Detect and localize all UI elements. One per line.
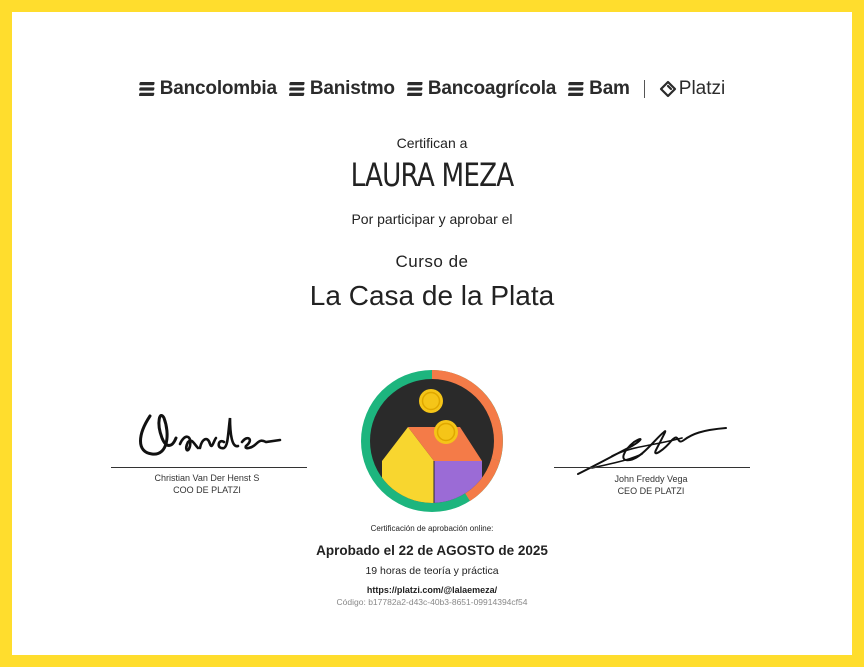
bam-logo	[568, 78, 630, 100]
bancoagricola-label: Bancoagrícola	[427, 78, 557, 99]
course-prefix: Curso de	[395, 252, 469, 271]
left-signer-role: COO DE PLATZI	[173, 485, 241, 495]
bancoagricola-logo	[407, 78, 556, 100]
right-signer	[551, 473, 751, 497]
certify-label: Certifican a	[396, 135, 468, 151]
logo-separator	[644, 80, 645, 98]
left-signature-icon	[128, 404, 288, 464]
banistmo-mark-icon	[289, 81, 307, 97]
bancolombia-label: Bancolombia	[159, 78, 277, 99]
platzi-mark-icon	[659, 80, 677, 98]
course-name: La Casa de la Plata	[309, 280, 555, 311]
bam-mark-icon	[568, 81, 586, 97]
profile-url-link[interactable]: https://platzi.com/@lalaemeza/	[366, 585, 498, 595]
banistmo-logo	[289, 78, 395, 100]
bancoagricola-mark-icon	[407, 81, 425, 97]
certificate-code: Código: b17782a2-d43c-40b3-8651-09914394cf54	[336, 597, 528, 607]
platzi-label: Platzi	[678, 78, 726, 99]
course-hours: 19 horas de teoría y práctica	[365, 565, 499, 577]
left-signature-line	[111, 467, 307, 468]
banistmo-label: Banistmo	[309, 78, 395, 99]
course-badge-icon	[360, 369, 504, 513]
right-signer-role: CEO DE PLATZI	[617, 486, 685, 496]
left-signer	[107, 472, 307, 496]
bancolombia-mark-icon	[139, 81, 157, 97]
recipient-name: LAURA MEZA	[350, 156, 514, 194]
sponsor-logos	[0, 78, 864, 100]
right-signature-line	[554, 467, 750, 468]
right-signer-name: John Freddy Vega	[614, 474, 688, 484]
participate-label: Por participar y aprobar el	[351, 211, 513, 227]
bancolombia-logo	[139, 78, 277, 100]
bam-label: Bam	[589, 78, 630, 99]
online-certification-label: Certificación de aprobación online:	[370, 524, 494, 533]
left-signer-name: Christian Van Der Henst S	[154, 473, 260, 483]
platzi-logo	[659, 78, 725, 100]
approval-date: Aprobado el 22 de AGOSTO de 2025	[316, 543, 548, 558]
